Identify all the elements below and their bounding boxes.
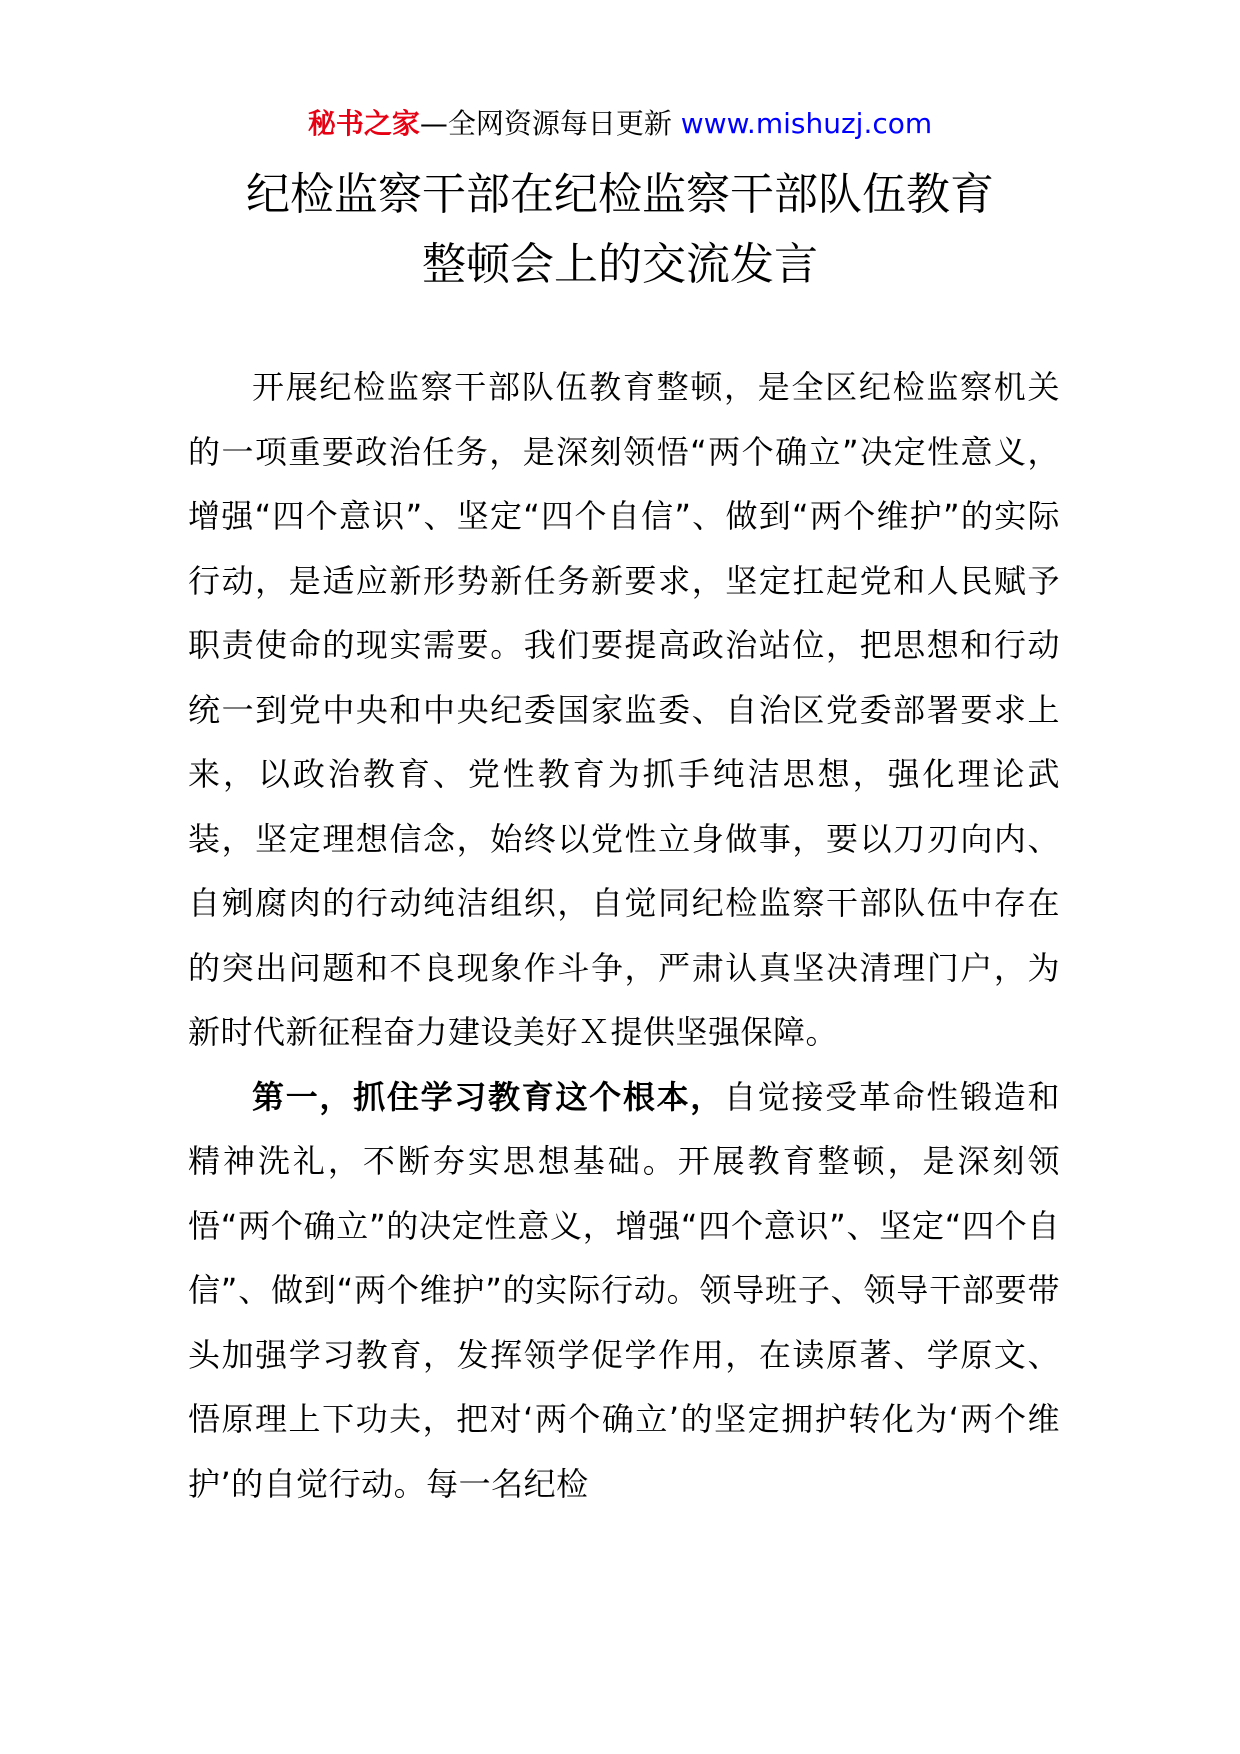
document-body <box>188 355 1060 1516</box>
site-url-link[interactable]: www.mishuzj.com <box>680 107 933 140</box>
document-title-line-2: 整顿会上的交流发言 <box>422 239 818 290</box>
header-tagline: —全网资源每日更新 <box>419 107 672 140</box>
document-title-line-1: 纪检监察干部在纪检监察干部队伍教育 <box>246 169 994 220</box>
paragraph-2 <box>188 1065 1060 1517</box>
document-title <box>0 160 1240 300</box>
brand-name: 秘书之家 <box>307 107 420 140</box>
paragraph-2-text: 自觉接受革命性锻造和精神洗礼，不断夯实思想基础。开展教育整顿，是深刻领悟“两个确立”的决定性意义，增强“四个意识”、坚定“四个自信”、做到“两个维护”的实际行动。领导班子、领导干部要带头加强学习教育，发挥领学促学作用，在读原著、学原文、悟原理上下功夫，把对‘两个确立’的坚定拥护转化为‘两个维护’的自觉行动。每一名纪检 <box>188 1077 1060 1503</box>
paragraph-2-lead: 第一，抓住学习教育这个根本， <box>252 1077 725 1116</box>
paragraph-1: 开展纪检监察干部队伍教育整顿，是全区纪检监察机关的一项重要政治任务，是深刻领悟“两个确立”决定性意义，增强“四个意识”、坚定“四个自信”、做到“两个维护”的实际行动，是适应新形势新任务新要求，坚定扛起党和人民赋予职责使命的现实需要。我们要提高政治站位，把思想和行动统一到党中央和中央纪委国家监委、自治区党委部署要求上来，以政治教育、党性教育为抓手纯洁思想，强化理论武装，坚定理想信念，始终以党性立身做事，要以刀刃向内、自剜腐肉的行动纯洁组织，自觉同纪检监察干部队伍中存在的突出问题和不良现象作斗争，严肃认真坚决清理门户，为新时代新征程奋力建设美好Ｘ提供坚强保障。 <box>188 368 1060 1051</box>
site-header-banner <box>0 104 1240 144</box>
